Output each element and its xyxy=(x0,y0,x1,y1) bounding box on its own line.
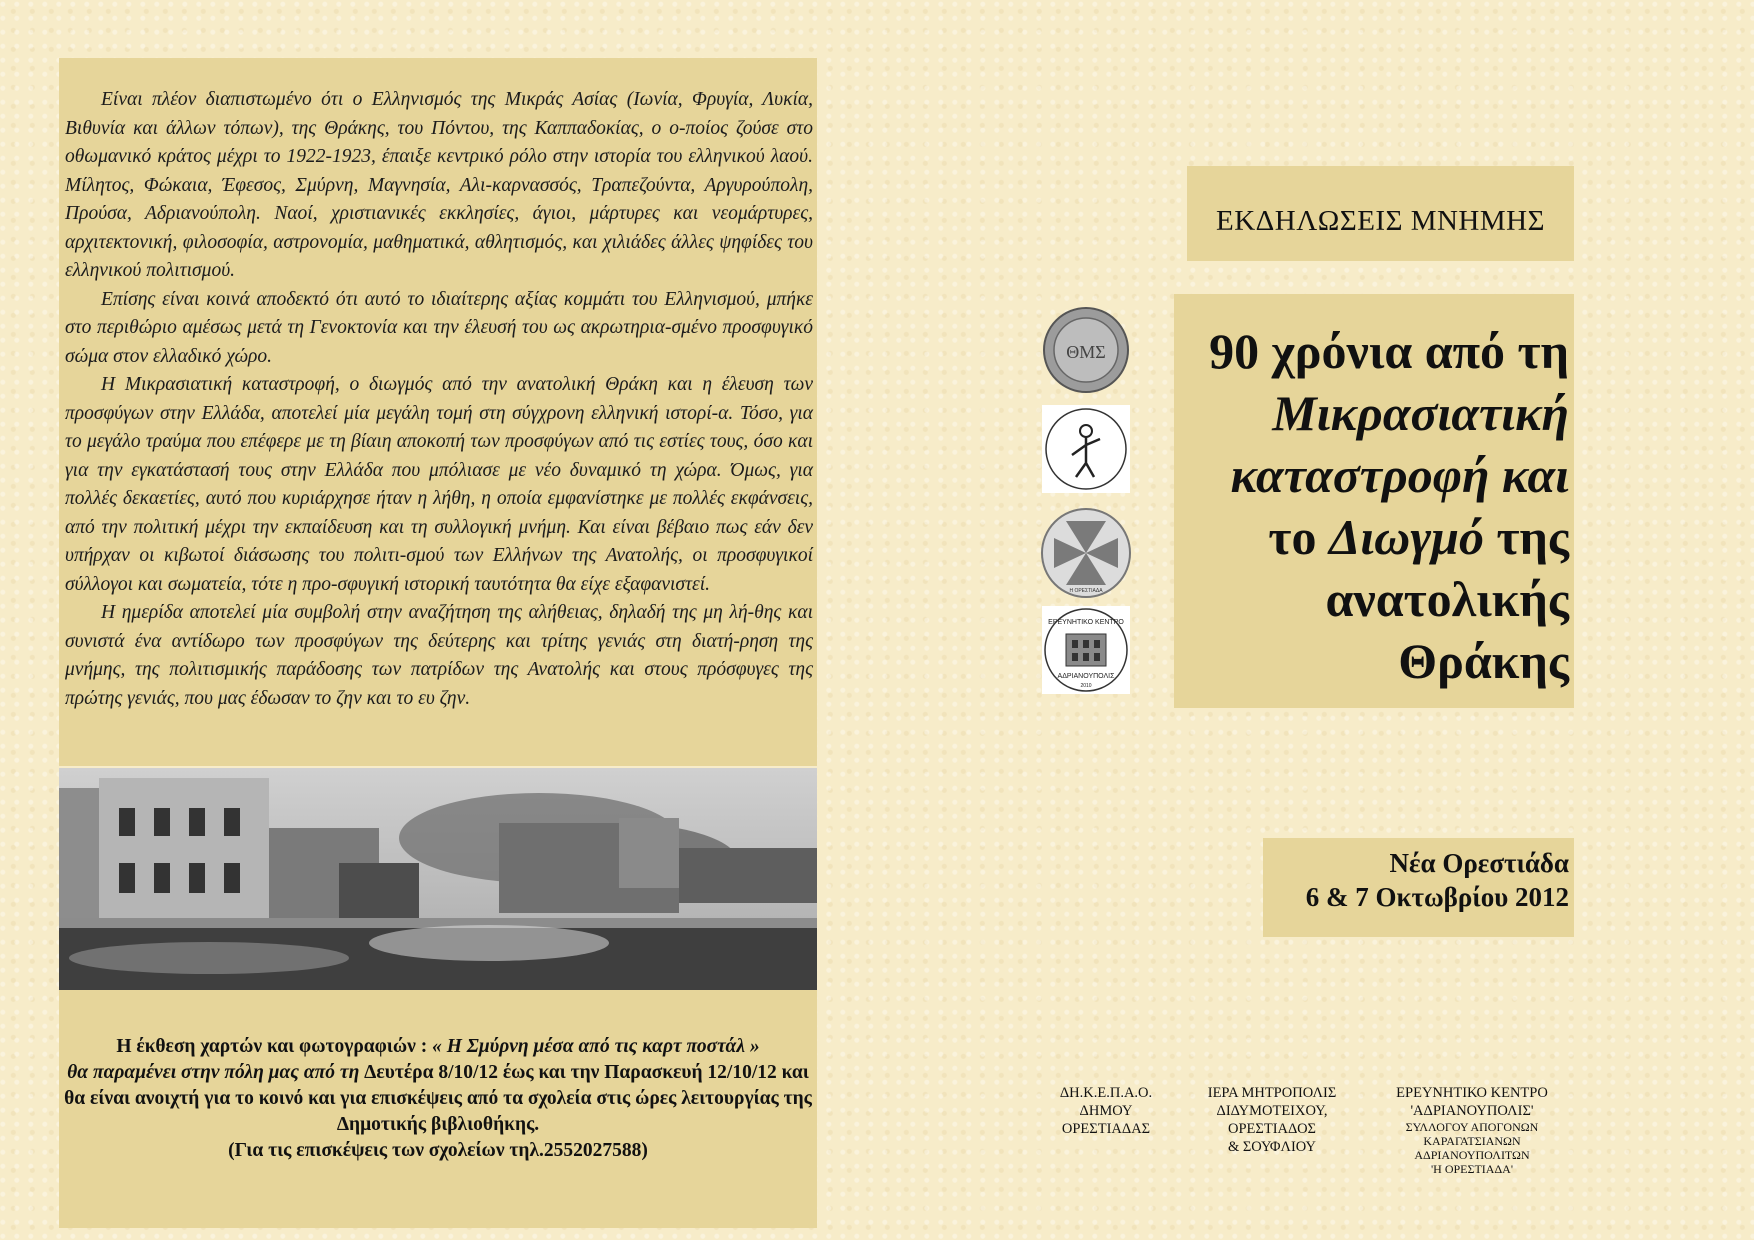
exhibit-text xyxy=(62,1034,814,1164)
exhibit-phone: (Για τις επισκέψεις των σχολείων τηλ.2552027588) xyxy=(228,1140,648,1161)
intro-paragraph: Είναι πλέον διαπιστωμένο ότι ο Ελληνισμός της Μικράς Ασίας (Ιωνία, Φρυγία, Λυκία, Βιθυνία και άλλων τόπων), της Θράκης, του Πόντου, της Καππαδοκίας, ο ο-ποίος ζούσε στο οθωμανικό κράτος μέχρι το 1922-1923, έπαιξε κεντρικό ρόλο στην ιστορία του ελληνικού λαού. Μίλητος, Φώκαια, Έφεσος, Σμύρνη, Μαγνησία, Αλι-καρνασσός, Τραπεζούντα, Αργυρούπολη, Προύσα, Αδριανούπολη. Ναοί, χριστιανικές εκκλησίες, άγιοι, μάρτυρες και νεομάρτυρες, αρχιτεκτονική, φιλοσοφία, αστρονομία, μαθηματικά, αθλητισμός, και χιλιάδες άλλες ψηφίδες του ελληνικού πολιτισμού. xyxy=(65,89,813,281)
sponsor-line-small: 'Η ΟΡΕΣΤΙΑΔΑ' xyxy=(1430,1162,1514,1176)
title-fragment: Διωγμό xyxy=(1328,509,1484,565)
title-line: Θράκης xyxy=(1398,633,1569,689)
sponsor-line: 'ΑΔΡΙΑΝΟΥΠΟΛΙΣ' xyxy=(1410,1103,1534,1119)
sponsor-metropolis xyxy=(1182,1084,1362,1156)
sponsor-line-small: ΚΑΡΑΓΑΤΣΙΑΝΩΝ xyxy=(1423,1134,1521,1148)
exhibit-intro: Η έκθεση χαρτών και φωτογραφιών : xyxy=(116,1036,433,1057)
title-line: ανατολικής xyxy=(1325,571,1569,627)
title-fragment: το xyxy=(1268,509,1329,565)
intro-paragraph: Η Μικρασιατική καταστροφή, ο διωγμός από την ανατολική Θράκη και η έλευση των προσφύγων στην Ελλάδα, αποτελεί μία μεγάλη τομή στη σύγχρονη ελληνική ιστορί-α. Τόσο, για το μεγάλο τραύμα που επέφερε με τη βίαιη αποκοπή των προσφύγων από τις εστίες τους, όσο και για την εγκατάστασή τους στην Ελλάδα που μπόλιασε με νέο δυναμικό τη χώρα. Όμως, για πολλές δεκαετίες, αυτό που κυριάρχησε ήταν η λήθη, η οποία εμφανίστηκε με πολλές εκφάνσεις, από την πολιτική μέχρι την εκπαίδευση και τη συλλογική μνήμη. Και είναι βέβαιο πως εάν δεν υπήρχαν οι κιβωτοί διάσωσης του πολιτι-σμού των Ελλήνων της Ανατολής, οι προσφυγικοί σύλλογοι και σωματεία, τότε η προ-σφυγική ιστορική ταυτότητα θα είχε εξαφανιστεί. xyxy=(65,374,813,595)
historical-photo xyxy=(59,768,817,990)
title-line: 90 χρόνια από τη xyxy=(1209,323,1569,379)
title-line: καταστροφή και xyxy=(1230,447,1569,503)
association-logo-icon xyxy=(1042,506,1130,594)
city: Νέα Ορεστιάδα xyxy=(1389,848,1569,878)
sponsor-line: ΟΡΕΣΤΙΑΔΟΣ xyxy=(1228,1121,1316,1137)
title-fragment: της xyxy=(1483,509,1569,565)
title-line: Μικρασιατική xyxy=(1272,385,1569,441)
intro-paragraph: Η ημερίδα αποτελεί μία συμβολή στην αναζήτηση της αλήθειας, δηλαδή της μη λή-θης και συνιστά ένα αντίδωρο των προσφύγων της δεύτερης και τρίτης γενιάς στη διατή-ρηση της μνήμης, της πολιτισμικής παράδοσης των πατρίδων της Ανατολής και στους πρόσφυγες της πρώτης γενιάς, που μας έδωσαν το ζην και το ευ ζην. xyxy=(65,602,813,709)
sponsor-line: ΔΗ.Κ.Ε.Π.Α.Ο. xyxy=(1059,1085,1153,1101)
main-title xyxy=(1139,320,1569,692)
exhibit-location: θα παραμένει στην πόλη μας από τη xyxy=(67,1062,365,1083)
sponsor-dikepao xyxy=(1046,1084,1166,1138)
sponsor-line-small: ΣΥΛΛΟΓΟΥ ΑΠΟΓΟΝΩΝ xyxy=(1405,1120,1539,1134)
figure-logo-icon xyxy=(1042,405,1130,493)
exhibit-schedule: Δευτέρα 8/10/12 έως και την Παρασκευή 12/10/12 και θα είναι ανοιχτή για το κοινό και για επισκέψεις από τα σχολεία στις ώρες λειτουργίας της Δημοτικής βιβλιοθήκης. xyxy=(64,1062,812,1135)
research-logo-year: 2010 xyxy=(1080,683,1092,689)
coin-logo-text: ΘΜΣ xyxy=(1066,342,1106,362)
memorial-title: ΕΚΔΗΛΩΣΕΙΣ ΜΝΗΜΗΣ xyxy=(1216,205,1545,237)
intro-text xyxy=(65,86,813,713)
sponsor-line: ΔΙΔΥΜΟΤΕΙΧΟΥ, xyxy=(1216,1103,1328,1119)
intro-paragraph: Επίσης είναι κοινά αποδεκτό ότι αυτό το ιδιαίτερης αξίας κομμάτι του Ελληνισμού, μπήκε στο περιθώριο αμέσως μετά τη Γενοκτονία και την έλευσή του ως ακρωτηρια-σμένο προσφυγικό σώμα στον ελλαδικό χώρο. xyxy=(65,288,813,367)
research-center-logo-icon xyxy=(1042,606,1130,694)
research-logo-bottom-text: ΑΔΡΙΑΝΟΥΠΟΛΙΣ xyxy=(1057,673,1115,680)
sponsor-line: ΙΕΡΑ ΜΗΤΡΟΠΟΛΙΣ xyxy=(1207,1085,1337,1101)
title-line xyxy=(1139,506,1569,568)
research-logo-top-text: ΕΡΕΥΝΗΤΙΚΟ ΚΕΝΤΡΟ xyxy=(1048,619,1124,626)
exhibit-title: « Η Σμύρνη μέσα από τις καρτ ποστάλ » xyxy=(432,1036,760,1057)
sponsor-line: ΟΡΕΣΤΙΑΔΑΣ xyxy=(1061,1121,1151,1137)
sponsor-line-small: ΑΔΡΙΑΝΟΥΠΟΛΙΤΩΝ xyxy=(1414,1148,1530,1162)
smyrna-fire-photo-illustration xyxy=(59,768,817,990)
sponsor-line: ΕΡΕΥΝΗΤΙΚΟ ΚΕΝΤΡΟ xyxy=(1396,1085,1548,1101)
sponsor-line: & ΣΟΥΦΛΙΟΥ xyxy=(1227,1139,1317,1155)
coin-logo-icon xyxy=(1042,306,1130,394)
association-logo-text: Η ΟΡΕΣΤΙΑΔΑ xyxy=(1069,588,1103,594)
sponsor-research-center xyxy=(1378,1084,1566,1176)
event-dates: 6 & 7 Οκτωβρίου 2012 xyxy=(1305,882,1569,912)
sponsor-line: ΔΗΜΟΥ xyxy=(1079,1103,1133,1119)
date-text xyxy=(1306,846,1569,914)
